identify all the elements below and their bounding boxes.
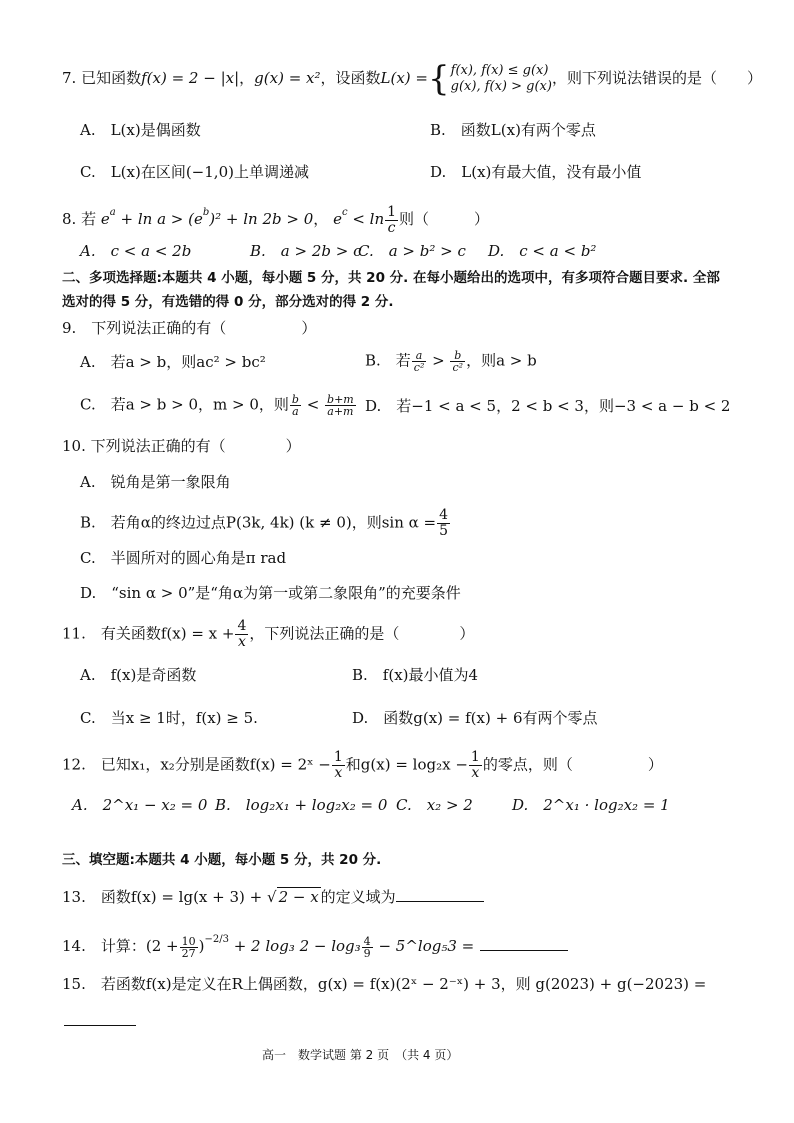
q10-option-b: B. 若角α的终边过点P(3k, 4k) (k ≠ 0)，则sin α = $\frac{4}{5}$ [80,507,449,539]
q12-option-d: D. 2^x₁ · log₂x₂ = 1 [512,796,670,814]
q12-stem: 12. 已知x₁，x₂分别是函数f(x) = 2ˣ − $\frac{1}{x}$ 和g(x) = log₂x − $\frac{1}{x}$ 的零点，则（ ） [62,749,663,781]
q12-option-a: A. 2^x₁ − x₂ = 0 [72,796,208,814]
q7-stem: 7. 已知函数f(x) = 2 − |x|，g(x) = x²，设函数L(x) ={ f(x), f(x) ≤ g(x) g(x), f(x) > g(x) ，则下列说法错误的是（ ） [62,59,762,99]
q10-option-d: D. “sin α > 0”是“角α为第一或第二象限角”的充要条件 [80,584,461,602]
q14-stem: 14. 计算：(2 + $\frac{10}{27}$ )$^{-2/3}$ + 2 log₃ 2 − log₃ $\frac{4}{9}$ − 5^log₅3 = [62,930,568,959]
q12-option-b: B. log₂x₁ + log₂x₂ = 0 [215,796,388,814]
q7-g-def: g(x) = x² [254,69,321,87]
q11-option-a: A. f(x)是奇函数 [80,666,197,684]
q9-option-c: C. 若a > b > 0，m > 0，则 $\frac{b}{a}$ < $\frac{b+m}{a+m}$ [80,393,354,418]
page-footer: 高一 数学试题 第 2 页 （共 4 页） [262,1048,459,1062]
q8-ineq1: $e^a + \ln a > (e^b)^2 + \ln 2b > 0$ [100,207,314,228]
q7-L-def: L(x) = [380,69,428,87]
q10-frac-4-5: $\frac{4}{5}$ [439,507,449,539]
q7-option-d: D. L(x)有最大值，没有最小值 [430,163,642,181]
q7-cases: f(x), f(x) ≤ g(x) g(x), f(x) > g(x) [450,63,552,94]
q15-stem: 15. 若函数f(x)是定义在R上偶函数，g(x) = f(x)(2ˣ − 2⁻ˣ) + 3，则 g(2023) + g(−2023) = [62,975,707,993]
q9-option-b: B. 若 $\frac{a}{\text{c²}}$ > $\frac{b}{\text{c²}}$ ，则a > b [365,349,537,374]
q10-stem: 10. 下列说法正确的有（ ） [62,437,301,455]
q10-option-a: A. 锐角是第一象限角 [80,473,231,491]
q13-stem: 13. 函数f(x) = lg(x + 3) + √ 2 − x 的定义域为 [62,887,484,907]
q15-answer-blank[interactable] [64,1024,136,1026]
q8-option-b: B. a > 2b > c [250,242,362,260]
q11-option-d: D. 函数g(x) = f(x) + 6有两个零点 [352,709,598,727]
q8-ineq2: $e^c < \ln$ [333,207,385,228]
q7-option-a: A. L(x)是偶函数 [80,121,201,139]
section2-heading: 二、多项选择题:本题共 4 小题，每小题 5 分，共 20 分. 在每小题给出的选项中，有多项符合题目要求. 全部 [62,270,720,286]
q10-option-c: C. 半圆所对的圆心角是π rad [80,549,287,567]
q8-option-c: C. a > b² > c [358,242,466,260]
q12-option-c: C. x₂ > 2 [396,796,473,814]
q9-stem: 9. 下列说法正确的有（ ） [62,319,317,337]
q8-option-a: A. c < a < 2b [80,242,192,260]
q14-answer-blank[interactable] [480,949,568,951]
q13-answer-blank[interactable] [396,900,484,902]
q11-option-c: C. 当x ≥ 1时，f(x) ≥ 5. [80,709,258,727]
q7-option-c: C. L(x)在区间(−1,0)上单调递减 [80,163,309,181]
q9-option-d: D. 若−1 < a < 5，2 < b < 3，则−3 < a − b < 2 [365,397,731,415]
q11-option-b: B. f(x)最小值为4 [352,666,479,684]
q7-option-b: B. 函数L(x)有两个零点 [430,121,596,139]
q9-option-a: A. 若a > b，则ac² > bc² [80,353,266,371]
q7-f-def: f(x) = 2 − |x| [141,69,240,87]
q7-brace: { [428,59,450,99]
q11-stem: 11. 有关函数f(x) = x + $\frac{4}{x}$ ，下列说法正确的是（ ） [62,618,475,650]
section2-heading-cont: 选对的得 5 分，有选错的得 0 分，部分选对的得 2 分. [62,294,394,310]
q8-frac-1-c: $\frac{1}{c}$ [387,203,397,236]
q8-option-d: D. c < a < b² [488,242,597,260]
q8-stem: 8. 若 $e^a + \ln a > (e^b)^2 + \ln 2b > 0$， $e^c < \ln$ $\frac{1}{c}$ 则（ ） [62,203,490,236]
q11-frac-4-x: $\frac{4}{x}$ [237,618,247,650]
section3-heading: 三、填空题:本题共 4 小题，每小题 5 分，共 20 分. [62,852,382,868]
